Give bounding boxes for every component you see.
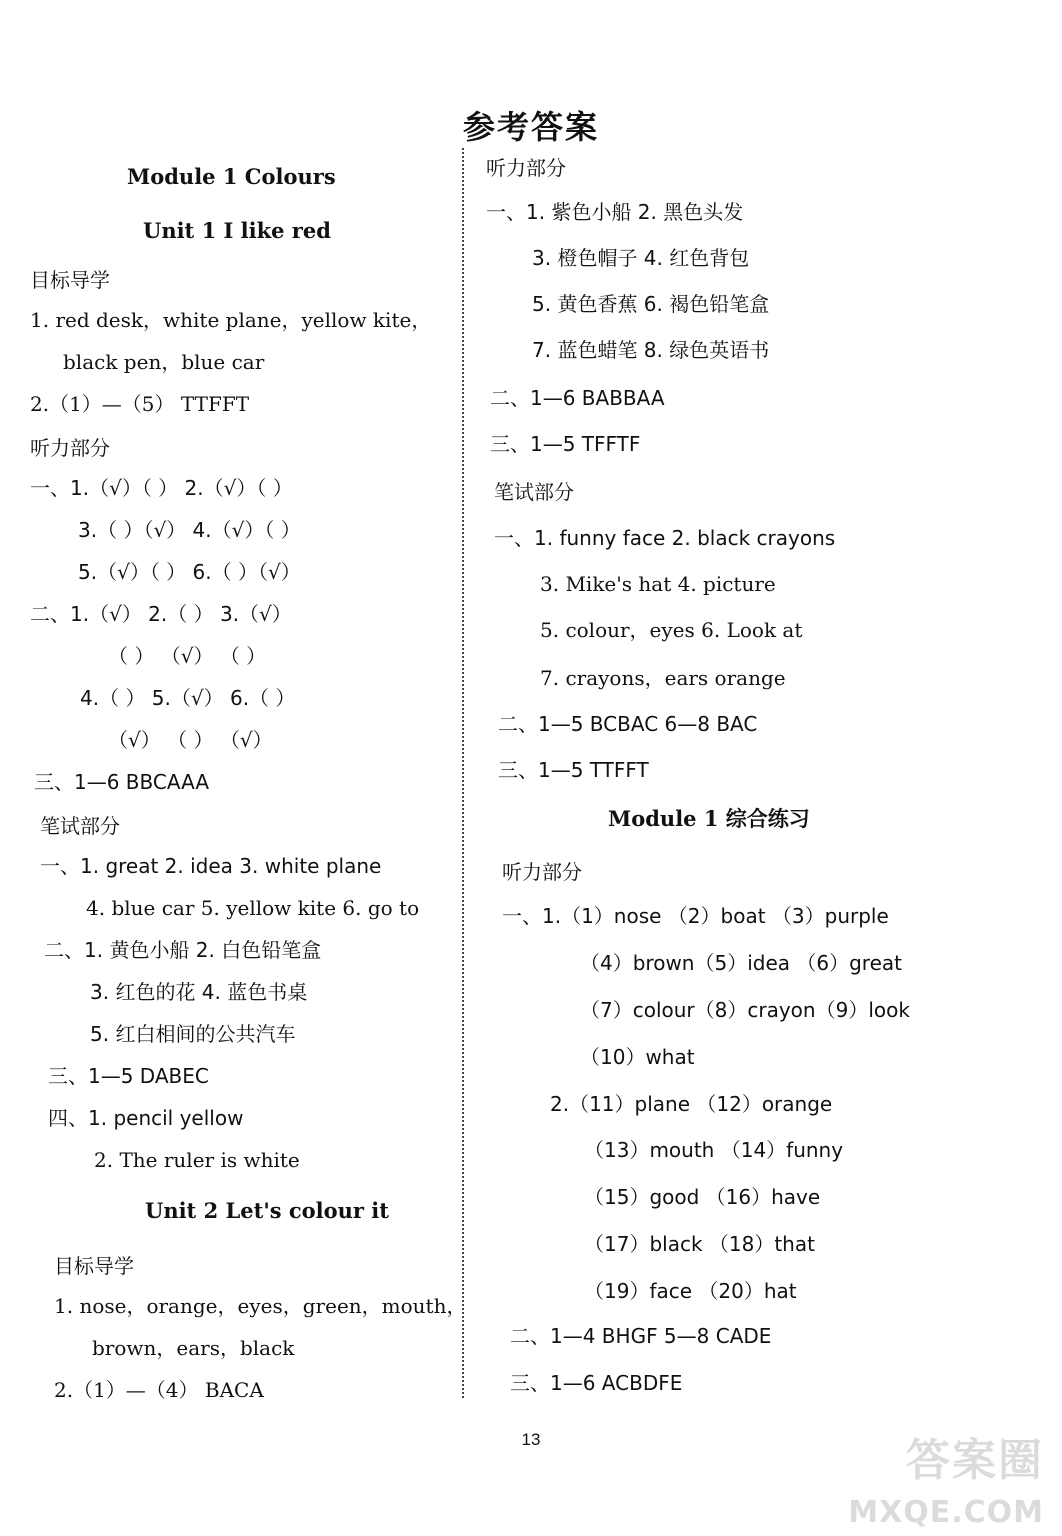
unit2-goal-label: 目标导学 bbox=[54, 1254, 134, 1278]
unit1-goal-1a: 1. red desk，white plane，yellow kite， bbox=[30, 308, 432, 332]
left-l1-row3: 5.（√）（ ） 6.（ ）（√） bbox=[78, 560, 301, 584]
right-w3: 三、1—5 TTFFT bbox=[498, 758, 649, 782]
right-writing-label: 笔试部分 bbox=[494, 480, 574, 504]
unit1-goal-label: 目标导学 bbox=[30, 268, 110, 292]
review-r1-row5: 2.（11）plane （12）orange bbox=[550, 1092, 833, 1116]
review-r1-row3: （7）colour（8）crayon（9）look bbox=[580, 998, 910, 1022]
left-w4-row1: 四、1. pencil yellow bbox=[48, 1106, 244, 1130]
page-number: 13 bbox=[521, 1430, 541, 1449]
right-l1-row2: 3. 橙色帽子 4. 红色背包 bbox=[532, 246, 750, 270]
review-r1-row9: （19）face （20）hat bbox=[584, 1279, 797, 1303]
review-r1-row1: 一、1.（1）nose （2）boat （3）purple bbox=[502, 904, 889, 928]
left-l2-row4: （√） （ ） （√） bbox=[108, 728, 273, 752]
left-l1-row1: 一、1.（√）（ ） 2.（√）（ ） bbox=[30, 476, 293, 500]
review-r1-row7: （15）good （16）have bbox=[584, 1185, 821, 1209]
left-listening-label: 听力部分 bbox=[30, 436, 110, 460]
watermark-bottom-text: MXQE.COM bbox=[848, 1495, 1044, 1530]
review-r3: 三、1—6 ACBDFE bbox=[510, 1371, 683, 1395]
unit1-goal-2: 2.（1）—（5） TTFFT bbox=[30, 392, 250, 416]
review-r1-row2: （4）brown（5）idea （6）great bbox=[580, 951, 902, 975]
unit2-goal-2: 2.（1）—（4） BACA bbox=[54, 1378, 264, 1402]
review-heading: Module 1 综合练习 bbox=[608, 806, 810, 831]
unit2-goal-1a: 1. nose，orange，eyes，green，mouth， bbox=[54, 1294, 467, 1318]
page-title: 参考答案 bbox=[462, 108, 599, 146]
review-r1-row6: （13）mouth （14）funny bbox=[584, 1138, 844, 1162]
review-listening-label: 听力部分 bbox=[502, 860, 582, 884]
right-l2: 二、1—6 BABBAA bbox=[490, 386, 665, 410]
right-w1-row1: 一、1. funny face 2. black crayons bbox=[494, 526, 836, 550]
unit2-heading: Unit 2 Let's colour it bbox=[145, 1198, 389, 1223]
left-w2-row3: 5. 红白相间的公共汽车 bbox=[90, 1022, 296, 1046]
left-l3: 三、1—6 BBCAAA bbox=[34, 770, 210, 794]
left-l2-row3: 4.（ ） 5.（√） 6.（ ） bbox=[80, 686, 296, 710]
left-w1-row1: 一、1. great 2. idea 3. white plane bbox=[40, 854, 382, 878]
right-w1-row4: 7. crayons，ears orange bbox=[540, 666, 786, 690]
review-r1-row4: （10）what bbox=[580, 1045, 695, 1069]
right-l1-row4: 7. 蓝色蜡笔 8. 绿色英语书 bbox=[532, 338, 770, 362]
left-w3: 三、1—5 DABEC bbox=[48, 1064, 209, 1088]
unit1-heading: Unit 1 I like red bbox=[143, 218, 331, 243]
right-w2: 二、1—5 BCBAC 6—8 BAC bbox=[498, 712, 758, 736]
review-r2: 二、1—4 BHGF 5—8 CADE bbox=[510, 1324, 772, 1348]
unit2-goal-1b: brown，ears，black bbox=[92, 1336, 295, 1360]
right-w1-row3: 5. colour，eyes 6. Look at bbox=[540, 618, 803, 642]
left-w2-row1: 二、1. 黄色小船 2. 白色铅笔盒 bbox=[44, 938, 322, 962]
left-l2-row2: （ ） （√） （ ） bbox=[108, 644, 267, 668]
left-w2-row2: 3. 红色的花 4. 蓝色书桌 bbox=[90, 980, 308, 1004]
unit1-goal-1b: black pen，blue car bbox=[63, 350, 265, 374]
left-w1-row2: 4. blue car 5. yellow kite 6. go to bbox=[86, 896, 420, 920]
right-l1-row3: 5. 黄色香蕉 6. 褐色铅笔盒 bbox=[532, 292, 770, 316]
review-r1-row8: （17）black （18）that bbox=[584, 1232, 815, 1256]
left-l1-row2: 3.（ ）（√） 4.（√）（ ） bbox=[78, 518, 301, 542]
watermark-top-text: 答案圈 bbox=[906, 1435, 1044, 1486]
left-l2-row1: 二、1.（√） 2.（ ） 3.（√） bbox=[30, 602, 292, 626]
right-l3: 三、1—5 TFFTF bbox=[490, 432, 641, 456]
right-l1-row1: 一、1. 紫色小船 2. 黑色头发 bbox=[486, 200, 744, 224]
right-w1-row2: 3. Mike's hat 4. picture bbox=[540, 572, 776, 596]
module-heading: Module 1 Colours bbox=[127, 164, 336, 189]
left-w4-row2: 2. The ruler is white bbox=[94, 1148, 300, 1172]
right-listening-label: 听力部分 bbox=[486, 156, 566, 180]
left-writing-label: 笔试部分 bbox=[40, 814, 120, 838]
column-divider bbox=[462, 148, 464, 1398]
watermark-logo bbox=[848, 1420, 1050, 1532]
